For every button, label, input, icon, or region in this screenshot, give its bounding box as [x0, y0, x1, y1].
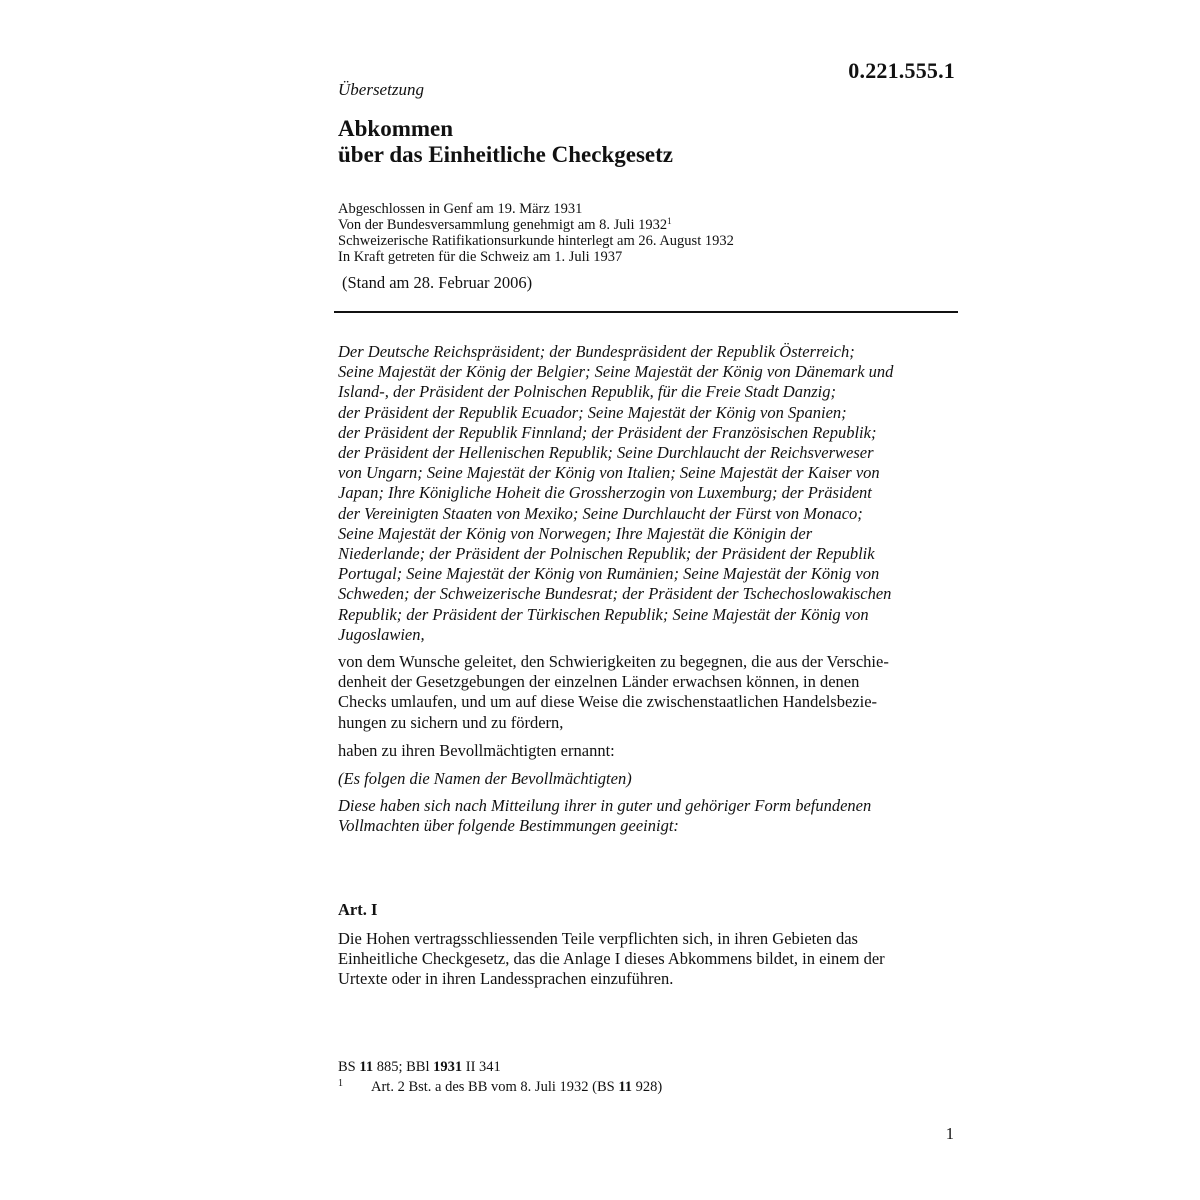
line: der Präsident der Republik Finnland; der Präsident der Französischen Republik;	[338, 422, 877, 442]
meta-in-force: In Kraft getreten für die Schweiz am 1. Juli 1937	[338, 249, 623, 265]
line: Japan; Ihre Königliche Hoheit die Grossherzogin von Luxemburg; der Präsident	[338, 483, 872, 503]
preamble-parties	[338, 342, 955, 645]
line: Diese haben sich nach Mitteilung ihrer in guter und gehöriger Form befundenen	[338, 796, 872, 815]
line: Schweden; der Schweizerische Bundesrat; der Präsident der Tschechoslowakischen	[338, 584, 892, 604]
translation-label: Übersetzung	[338, 80, 424, 99]
sources-text: 885; BBl	[373, 1059, 434, 1075]
sources-text: BS	[338, 1059, 360, 1075]
plenipotentiaries-note: (Es folgen die Namen der Bevollmächtigten)	[338, 769, 632, 788]
line: Seine Majestät der König der Belgier; Seine Majestät der König von Dänemark und	[338, 362, 894, 382]
article-1-heading: Art. I	[338, 900, 378, 919]
footnote-1-bold: 11	[618, 1079, 633, 1095]
sources-text: II 341	[462, 1059, 501, 1075]
document-title	[338, 116, 673, 168]
line: der Präsident der Hellenischen Republik; Seine Durchlaucht der Reichsverweser	[338, 443, 874, 463]
page-number: 1	[945, 1124, 954, 1143]
line: der Vereinigten Staaten von Mexiko; Seine Durchlaucht der Fürst von Monaco;	[338, 503, 863, 523]
line: von dem Wunsche geleitet, den Schwierigkeiten zu begegnen, die aus der Verschie-	[338, 652, 889, 671]
footnote-sources	[338, 1058, 501, 1076]
meta-approved-text: Von der Bundesversammlung genehmigt am 8. Juli 1932	[338, 217, 668, 233]
header-divider	[334, 311, 958, 313]
sr-number: 0.221.555.1	[848, 58, 955, 83]
line: Island-, der Präsident der Polnischen Republik, für die Freie Stadt Danzig;	[338, 382, 836, 402]
status-date: (Stand am 28. Februar 2006)	[342, 273, 533, 292]
sources-bold: 1931	[433, 1059, 463, 1075]
footnote-1: 1 Art. 2 Bst. a des BB vom 8. Juli 1932 (BS 11 928)	[338, 1078, 663, 1095]
article-1-text	[338, 929, 955, 990]
meta-concluded: Abgeschlossen in Genf am 19. März 1931	[338, 201, 583, 217]
preamble-appointed: haben zu ihren Bevollmächtigten ernannt:	[338, 741, 615, 760]
line: der Präsident der Republik Ecuador; Seine Majestät der König von Spanien;	[338, 402, 847, 422]
title-line-1: Abkommen	[338, 116, 454, 141]
line: Niederlande; der Präsident der Polnischen Republik; der Präsident der Republik	[338, 544, 875, 564]
line: denheit der Gesetzgebungen der einzelnen Länder erwachsen können, in denen	[338, 672, 860, 692]
meta-ratification: Schweizerische Ratifikationsurkunde hinterlegt am 26. August 1932	[338, 233, 734, 249]
line: Jugoslawien,	[338, 624, 425, 644]
line: von Ungarn; Seine Majestät der König von Italien; Seine Majestät der Kaiser von	[338, 463, 880, 483]
preamble-agreed	[338, 796, 955, 836]
line: Checks umlaufen, und um auf diese Weise die zwischenstaatlichen Handelsbezie-	[338, 692, 878, 712]
line: Einheitliche Checkgesetz, das die Anlage I dieses Abkommens bildet, in einem der	[338, 949, 885, 969]
line: Seine Majestät der König von Norwegen; Ihre Majestät die Königin der	[338, 523, 813, 543]
footnote-ref-1[interactable]: 1	[667, 216, 672, 226]
footnote-1-text: 928)	[632, 1079, 663, 1095]
line: Portugal; Seine Majestät der König von Rumänien; Seine Majestät der König von	[338, 564, 880, 584]
sources-bold: 11	[359, 1059, 374, 1075]
title-line-2: über das Einheitliche Checkgesetz	[338, 142, 673, 167]
meta-approved	[338, 217, 734, 233]
line: Republik; der Präsident der Türkischen Republik; Seine Majestät der König von	[338, 604, 869, 624]
line: Die Hohen vertragsschliessenden Teile verpflichten sich, in ihren Gebieten das	[338, 929, 858, 948]
line: Der Deutsche Reichspräsident; der Bundespräsident der Republik Österreich;	[338, 342, 855, 361]
line: hungen zu sichern und zu fördern,	[338, 712, 564, 732]
preamble-intent	[338, 652, 955, 733]
line: Urtexte oder in ihren Landessprachen einzuführen.	[338, 969, 674, 989]
treaty-metadata	[338, 201, 734, 265]
line: Vollmachten über folgende Bestimmungen geeinigt:	[338, 816, 679, 836]
footnote-1-text: Art. 2 Bst. a des BB vom 8. Juli 1932 (BS	[371, 1079, 619, 1095]
